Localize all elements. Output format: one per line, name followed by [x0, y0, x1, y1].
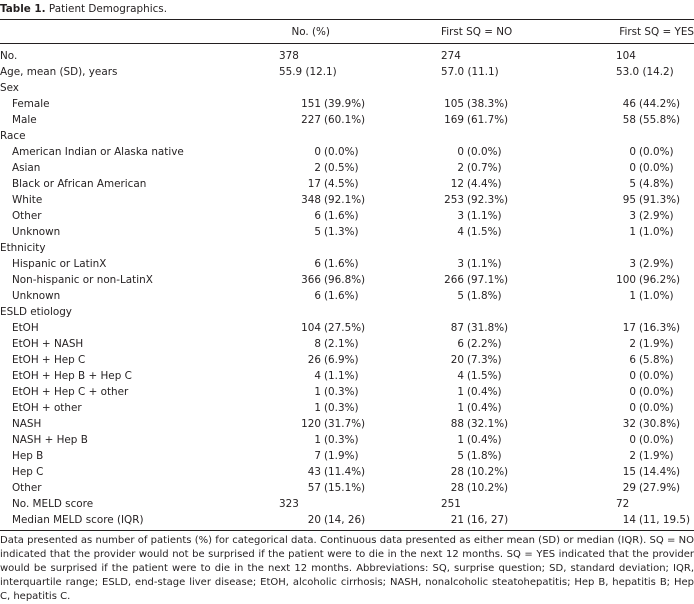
row-esld-other	[0, 480, 694, 496]
cell-percent: (1.8%)	[467, 450, 502, 462]
cell-percent: (0.0%)	[467, 146, 502, 158]
cell-value: 274	[441, 50, 461, 62]
cell-percent: (0.5%)	[324, 162, 359, 174]
cell-count: 1	[314, 402, 321, 414]
cell-percent: (7.3%)	[467, 354, 502, 366]
cell-percent: (6.9%)	[324, 354, 359, 366]
cell-count: 21	[450, 514, 464, 526]
cell-percent: (61.7%)	[467, 114, 509, 126]
header-sq-yes: First SQ = YES	[619, 26, 694, 38]
row-label: EtOH + Hep B + Hep C	[12, 370, 132, 382]
cell-count: 1	[457, 386, 464, 398]
row-label: Female	[12, 98, 50, 110]
cell-count: 28	[450, 482, 464, 494]
row-label: EtOH	[12, 322, 39, 334]
row-label: No. MELD score	[12, 498, 94, 510]
cell-percent: (0.0%)	[639, 162, 674, 174]
cell-percent: (10.2%)	[467, 466, 509, 478]
cell-count: 253	[444, 194, 464, 206]
cell-count: 227	[301, 114, 321, 126]
cell-count: 1	[629, 226, 636, 238]
cell-percent: (0.3%)	[324, 434, 359, 446]
cell-count: 29	[622, 482, 636, 494]
row-asian	[0, 160, 694, 176]
row-hepb	[0, 448, 694, 464]
cell-value: 55.9 (12.1)	[279, 66, 337, 78]
cell-count: 5	[314, 226, 321, 238]
cell-percent: (1.1%)	[324, 370, 359, 382]
cell-count: 2	[629, 450, 636, 462]
row-etoh-other	[0, 400, 694, 416]
cell-percent: (30.8%)	[639, 418, 681, 430]
cell-count: 4	[457, 226, 464, 238]
cell-count: 0	[629, 146, 636, 158]
cell-percent: (91.3%)	[639, 194, 681, 206]
row-label: EtOH + Hep C	[12, 354, 86, 366]
cell-count: 43	[307, 466, 321, 478]
row-label: Black or African American	[12, 178, 147, 190]
row-meld-median	[0, 512, 694, 528]
cell-percent: (1.6%)	[324, 258, 359, 270]
cell-count: 1	[457, 402, 464, 414]
cell-count: 14	[622, 514, 636, 526]
cell-percent: (1.1%)	[467, 210, 502, 222]
cell-count: 15	[622, 466, 636, 478]
row-label: Sex	[0, 82, 19, 94]
cell-count: 1	[314, 386, 321, 398]
cell-percent: (0.7%)	[467, 162, 502, 174]
section-esld	[0, 304, 694, 320]
cell-count: 0	[629, 386, 636, 398]
cell-percent: (32.1%)	[467, 418, 509, 430]
cell-percent: (2.9%)	[639, 210, 674, 222]
table-title: Patient Demographics.	[48, 3, 168, 15]
cell-count: 6	[314, 258, 321, 270]
cell-count: 0	[314, 146, 321, 158]
cell-percent: (60.1%)	[324, 114, 366, 126]
cell-percent: (96.8%)	[324, 274, 366, 286]
cell-percent: (39.9%)	[324, 98, 366, 110]
cell-count: 28	[450, 466, 464, 478]
cell-percent: (4.5%)	[324, 178, 359, 190]
row-label: Race	[0, 130, 26, 142]
cell-count: 5	[629, 178, 636, 190]
cell-percent: (0.4%)	[467, 434, 502, 446]
table-footnote: Data presented as number of patients (%) for categorical data. Continuous data presented as either mean (SD) or median (IQR). SQ = NO indicated that the provider would not be surprised if the patient were to die in the next 12 months. SQ = YES indicated that the provider would be surprised if the patient were to die in the next 12 months. Abbreviations: SQ, surprise question; SD, standard deviation; IQR, interquartile range; ESLD, end-stage liver disease; EtOH, alcoholic cirrhosis; NASH, nonalcoholic steatohepatitis; Hep B, hepatitis B; Hep C, hepatitis C.	[0, 535, 694, 602]
header-rule	[0, 43, 694, 44]
row-label: NASH + Hep B	[12, 434, 88, 446]
cell-count: 366	[301, 274, 321, 286]
cell-count: 104	[301, 322, 321, 334]
row-label: EtOH + NASH	[12, 338, 84, 350]
row-white	[0, 192, 694, 208]
header-total: No. (%)	[291, 26, 330, 38]
row-nash-hepb	[0, 432, 694, 448]
row-etoh	[0, 320, 694, 336]
section-race	[0, 128, 694, 144]
cell-percent: (16, 27)	[467, 514, 509, 526]
row-label: NASH	[12, 418, 42, 430]
cell-count: 20	[450, 354, 464, 366]
cell-value: 104	[616, 50, 636, 62]
cell-percent: (1.0%)	[639, 290, 674, 302]
row-hepc	[0, 464, 694, 480]
cell-percent: (2.2%)	[467, 338, 502, 350]
cell-count: 169	[444, 114, 464, 126]
cell-count: 5	[457, 290, 464, 302]
table-label: Table 1.	[0, 3, 46, 15]
cell-percent: (1.8%)	[467, 290, 502, 302]
cell-percent: (55.8%)	[639, 114, 681, 126]
row-label: Median MELD score (IQR)	[12, 514, 144, 526]
row-etoh-hepc	[0, 352, 694, 368]
cell-count: 2	[314, 162, 321, 174]
cell-percent: (96.2%)	[639, 274, 681, 286]
row-american-indian	[0, 144, 694, 160]
cell-count: 95	[622, 194, 636, 206]
cell-count: 0	[629, 434, 636, 446]
table-caption	[0, 2, 167, 16]
row-label: EtOH + other	[12, 402, 82, 414]
cell-percent: (0.0%)	[639, 434, 674, 446]
cell-percent: (0.3%)	[324, 386, 359, 398]
cell-percent: (15.1%)	[324, 482, 366, 494]
row-black	[0, 176, 694, 192]
cell-count: 1	[629, 290, 636, 302]
row-etoh-hepc-other	[0, 384, 694, 400]
cell-count: 0	[629, 370, 636, 382]
cell-percent: (1.1%)	[467, 258, 502, 270]
cell-count: 1	[314, 434, 321, 446]
cell-percent: (92.1%)	[324, 194, 366, 206]
cell-percent: (44.2%)	[639, 98, 681, 110]
row-label: Ethnicity	[0, 242, 46, 254]
cell-percent: (2.9%)	[639, 258, 674, 270]
cell-count: 12	[450, 178, 464, 190]
cell-percent: (1.3%)	[324, 226, 359, 238]
cell-count: 120	[301, 418, 321, 430]
cell-percent: (1.0%)	[639, 226, 674, 238]
cell-count: 32	[622, 418, 636, 430]
cell-percent: (97.1%)	[467, 274, 509, 286]
row-female	[0, 96, 694, 112]
cell-percent: (10.2%)	[467, 482, 509, 494]
cell-percent: (4.4%)	[467, 178, 502, 190]
row-label: Male	[12, 114, 37, 126]
cell-percent: (31.7%)	[324, 418, 366, 430]
cell-percent: (14, 26)	[324, 514, 366, 526]
cell-value: 57.0 (11.1)	[441, 66, 499, 78]
cell-count: 3	[457, 258, 464, 270]
cell-count: 20	[307, 514, 321, 526]
section-sex	[0, 80, 694, 96]
cell-count: 0	[457, 146, 464, 158]
row-label: Hispanic or LatinX	[12, 258, 107, 270]
cell-percent: (14.4%)	[639, 466, 681, 478]
row-etoh-nash	[0, 336, 694, 352]
cell-percent: (4.8%)	[639, 178, 674, 190]
cell-count: 266	[444, 274, 464, 286]
cell-percent: (0.0%)	[639, 146, 674, 158]
table-body	[0, 48, 694, 528]
cell-percent: (16.3%)	[639, 322, 681, 334]
row-non-hispanic	[0, 272, 694, 288]
header-sq-no: First SQ = NO	[441, 26, 513, 38]
row-label: White	[12, 194, 43, 206]
row-label: Other	[12, 482, 42, 494]
bottom-rule	[0, 530, 694, 531]
cell-count: 17	[307, 178, 321, 190]
cell-percent: (1.9%)	[639, 338, 674, 350]
cell-count: 6	[457, 338, 464, 350]
cell-percent: (1.5%)	[467, 370, 502, 382]
cell-percent: (2.1%)	[324, 338, 359, 350]
cell-count: 17	[622, 322, 636, 334]
cell-count: 0	[629, 162, 636, 174]
cell-count: 4	[314, 370, 321, 382]
cell-count: 100	[616, 274, 636, 286]
section-ethnicity	[0, 240, 694, 256]
row-label: Hep B	[12, 450, 44, 462]
cell-percent: (0.4%)	[467, 386, 502, 398]
row-race-other	[0, 208, 694, 224]
row-nash	[0, 416, 694, 432]
cell-percent: (5.8%)	[639, 354, 674, 366]
cell-count: 3	[629, 210, 636, 222]
cell-percent: (1.9%)	[639, 450, 674, 462]
cell-count: 26	[307, 354, 321, 366]
cell-count: 58	[622, 114, 636, 126]
cell-value: 378	[279, 50, 299, 62]
row-hispanic	[0, 256, 694, 272]
cell-count: 6	[314, 210, 321, 222]
row-label: Asian	[12, 162, 41, 174]
row-etoh-hepb-hepc	[0, 368, 694, 384]
cell-count: 2	[629, 338, 636, 350]
cell-value: 251	[441, 498, 461, 510]
cell-count: 4	[457, 370, 464, 382]
cell-value: 53.0 (14.2)	[616, 66, 674, 78]
cell-count: 87	[450, 322, 464, 334]
row-no	[0, 48, 694, 64]
cell-count: 0	[629, 402, 636, 414]
cell-count: 3	[457, 210, 464, 222]
cell-count: 1	[457, 434, 464, 446]
row-label: No.	[0, 50, 18, 62]
row-label: Other	[12, 210, 42, 222]
cell-percent: (0.4%)	[467, 402, 502, 414]
cell-percent: (0.0%)	[639, 402, 674, 414]
cell-percent: (11.4%)	[324, 466, 366, 478]
cell-percent: (92.3%)	[467, 194, 509, 206]
row-ethnicity-unknown	[0, 288, 694, 304]
cell-count: 8	[314, 338, 321, 350]
cell-value: 72	[616, 498, 630, 510]
row-label: Age, mean (SD), years	[0, 66, 118, 78]
cell-percent: (38.3%)	[467, 98, 509, 110]
top-rule	[0, 19, 694, 20]
cell-count: 5	[457, 450, 464, 462]
cell-percent: (27.9%)	[639, 482, 681, 494]
row-label: Unknown	[12, 290, 61, 302]
cell-percent: (0.0%)	[639, 386, 674, 398]
cell-percent: (0.0%)	[324, 146, 359, 158]
cell-count: 2	[457, 162, 464, 174]
row-label: ESLD etiology	[0, 306, 72, 318]
cell-count: 151	[301, 98, 321, 110]
row-age	[0, 64, 694, 80]
row-label: Hep C	[12, 466, 44, 478]
cell-count: 88	[450, 418, 464, 430]
cell-percent: (1.5%)	[467, 226, 502, 238]
row-label: EtOH + Hep C + other	[12, 386, 129, 398]
cell-count: 6	[314, 290, 321, 302]
cell-count: 3	[629, 258, 636, 270]
cell-count: 7	[314, 450, 321, 462]
row-label: Non-hispanic or non-LatinX	[12, 274, 153, 286]
cell-count: 348	[301, 194, 321, 206]
cell-value: 323	[279, 498, 299, 510]
row-race-unknown	[0, 224, 694, 240]
cell-percent: (0.0%)	[639, 370, 674, 382]
cell-percent: (1.6%)	[324, 210, 359, 222]
cell-count: 105	[444, 98, 464, 110]
row-meld-count	[0, 496, 694, 512]
row-label: Unknown	[12, 226, 61, 238]
cell-percent: (1.6%)	[324, 290, 359, 302]
row-male	[0, 112, 694, 128]
cell-percent: (0.3%)	[324, 402, 359, 414]
cell-percent: (1.9%)	[324, 450, 359, 462]
cell-percent: (11, 19.5)	[639, 514, 691, 526]
row-label: American Indian or Alaska native	[12, 146, 184, 158]
cell-count: 57	[307, 482, 321, 494]
cell-percent: (27.5%)	[324, 322, 366, 334]
cell-percent: (31.8%)	[467, 322, 509, 334]
cell-count: 6	[629, 354, 636, 366]
cell-count: 46	[622, 98, 636, 110]
